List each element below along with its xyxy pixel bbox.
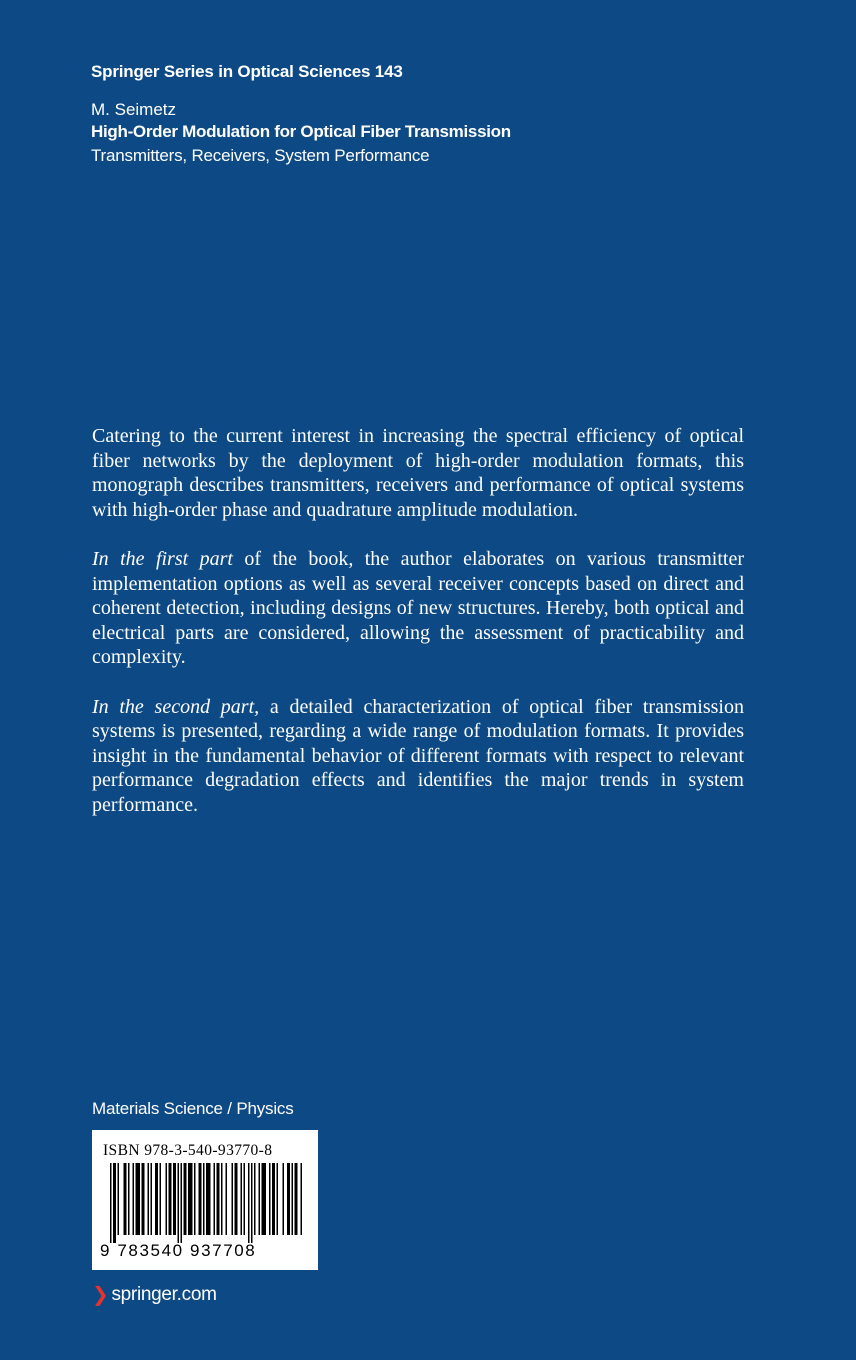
blurb-paragraph-1: Catering to the current interest in increasing the spectral efficiency of optical fiber networks by the deployment of high-order modulation formats, this monograph describes transmitters, receivers and performance of optical systems with high-order phase and quadrature amplitude modulation. [92, 425, 744, 521]
book-subtitle: Transmitters, Receivers, System Performance [91, 146, 430, 165]
chevron-right-icon: ❯ [92, 1284, 109, 1306]
series-line: Springer Series in Optical Sciences 143 [91, 62, 403, 81]
website-link[interactable] [92, 1282, 217, 1307]
blurb-paragraph-2-lead: In the first part [92, 548, 233, 570]
subject-category: Materials Science / Physics [92, 1099, 294, 1118]
isbn-text: ISBN 978-3-540-93770-8 [103, 1142, 273, 1159]
barcode-icon [110, 1163, 302, 1243]
blurb [92, 424, 744, 842]
blurb-paragraph-3-rest: a detailed characterization of optical fiber transmission systems is presented, regarding a wide range of modulation formats. It provides insight in the fundamental behavior of different formats with respect to relevant performance degradation effects and identifies the major trends in system performance. [92, 695, 744, 816]
blurb-paragraph-3-lead: In the second part, [92, 695, 260, 718]
book-title: High-Order Modulation for Optical Fiber Transmission [91, 122, 511, 141]
blurb-paragraph-2-rest: of the book, the author elaborates on various transmitter implementation options as well as several receiver concepts based on direct and coherent detection, including designs of new structures. Hereby, both optical and electrical parts are considered, allowing the assessment of practicability and complexity. [92, 548, 744, 668]
website-label: springer.com [111, 1283, 217, 1305]
barcode-box [92, 1130, 318, 1270]
ean-digits: 9 783540 937708 [100, 1241, 257, 1260]
blurb-paragraph-3 [92, 695, 744, 818]
author-name: M. Seimetz [91, 100, 177, 119]
blurb-paragraph-2 [92, 547, 744, 670]
